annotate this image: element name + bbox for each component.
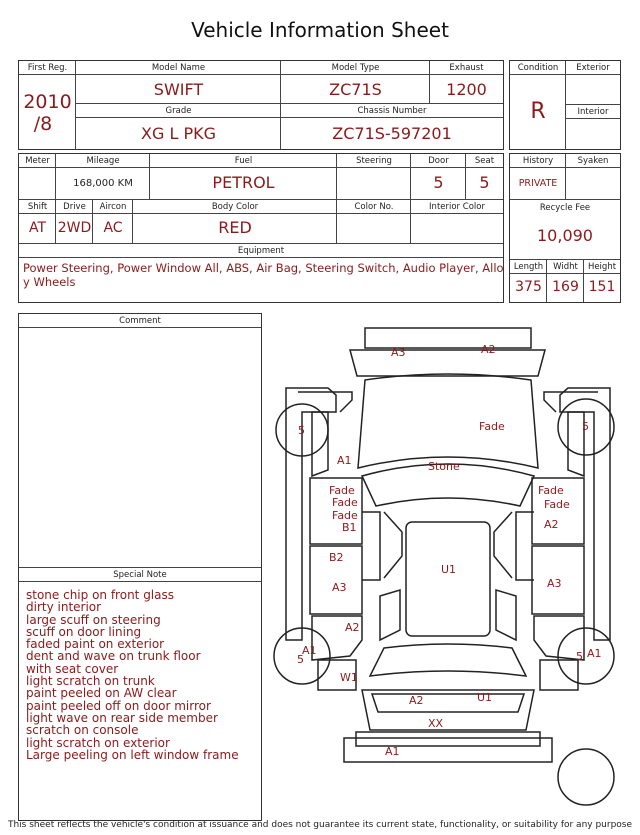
width-value: 169: [552, 279, 579, 295]
list-item: scratch on console: [26, 723, 139, 738]
list-item: with seat cover: [26, 661, 119, 676]
first-reg-month: /8: [33, 113, 53, 135]
history-value: PRIVATE: [518, 178, 558, 189]
comment-label: Comment: [119, 316, 161, 326]
body-color-label: Body Color: [211, 202, 259, 212]
equipment-label: Equipment: [237, 246, 285, 256]
drive-value: 2WD: [57, 220, 92, 236]
interior-color-label: Interior Color: [429, 202, 485, 212]
list-item: light wave on rear side member: [26, 710, 218, 725]
wheel-front-left-score: 5: [298, 424, 305, 437]
condition-label: Condition: [517, 63, 559, 73]
chassis-value: ZC71S-597201: [332, 124, 452, 143]
damage-fade-l2: Fade: [332, 496, 358, 509]
fuel-value: PETROL: [212, 173, 275, 192]
aircon-value: AC: [103, 220, 123, 236]
drive-label: Drive: [63, 202, 86, 212]
shift-label: Shift: [27, 202, 48, 212]
damage-left-fender: A1: [337, 454, 352, 467]
damage-front-bumper: A3: [391, 346, 406, 359]
exterior-label: Exterior: [576, 63, 610, 73]
chassis-label: Chassis Number: [357, 106, 427, 116]
length-value: 375: [515, 279, 542, 295]
damage-fade-l3: Fade: [332, 509, 358, 522]
wheel-rear-right-score: 5: [576, 650, 583, 663]
list-item: light scratch on exterior: [26, 735, 170, 750]
syaken-label: Syaken: [577, 156, 609, 166]
shift-value: AT: [28, 220, 47, 236]
damage-fade-r1: Fade: [538, 484, 564, 497]
interior-label: Interior: [577, 107, 609, 117]
list-item: paint peeled off on door mirror: [26, 698, 211, 713]
damage-trunk-a2: A2: [409, 694, 424, 707]
damage-left-rear-door: A3: [332, 581, 347, 594]
model-name-label: Model Name: [151, 63, 206, 73]
damage-fade-l1: Fade: [329, 484, 355, 497]
history-label: History: [522, 156, 554, 166]
wheel-rear-left-score: 5: [297, 653, 304, 666]
length-label: Length: [513, 262, 544, 272]
wheel-front-right-score: 5: [582, 420, 589, 433]
height-value: 151: [588, 279, 616, 295]
condition-value: R: [530, 99, 546, 124]
color-no-label: Color No.: [354, 202, 394, 212]
aircon-label: Aircon: [99, 202, 127, 212]
damage-right-rear-door: A3: [547, 577, 562, 590]
damage-rear-bumper: A1: [385, 745, 400, 758]
damage-right-door: A2: [544, 518, 559, 531]
body-color-value: RED: [218, 218, 252, 237]
grade-label: Grade: [165, 106, 192, 116]
recycle-fee-label: Recycle Fee: [539, 203, 591, 213]
first-reg-label: First Reg.: [27, 63, 68, 73]
damage-b2: B2: [329, 551, 344, 564]
model-name-value: SWIFT: [153, 80, 204, 99]
steering-label: Steering: [356, 156, 392, 166]
list-item: paint peeled on AW clear: [26, 686, 177, 701]
list-item: scuff on door lining: [26, 624, 142, 639]
damage-roof: U1: [441, 563, 457, 576]
fuel-label: Fuel: [234, 156, 253, 166]
seat-value: 5: [479, 173, 490, 192]
special-note-label: Special Note: [113, 570, 167, 580]
door-label: Door: [428, 156, 449, 166]
list-item: dirty interior: [26, 600, 102, 615]
disclaimer-footer: This sheet reflects the vehicle's condition at issuance and does not guarantee its current state, functionality, or suitability for any purpose: [7, 820, 633, 830]
door-value: 5: [433, 173, 444, 192]
meter-label: Meter: [25, 156, 50, 166]
mileage-value: 168,000 KM: [73, 178, 133, 189]
mileage-label: Mileage: [86, 156, 120, 166]
damage-fade-top: Fade: [479, 420, 505, 433]
page-title: Vehicle Information Sheet: [191, 18, 449, 42]
damage-stone: Stone: [428, 460, 460, 473]
grade-value: XG L PKG: [141, 124, 216, 143]
damage-left-quarter: A2: [345, 621, 360, 634]
model-type-label: Model Type: [331, 63, 380, 73]
damage-w1: W1: [340, 671, 358, 684]
model-type-value: ZC71S: [329, 80, 382, 99]
list-item: dent and wave on trunk floor: [26, 649, 201, 664]
recycle-fee-value: 10,090: [537, 226, 593, 245]
first-reg-year: 2010: [23, 91, 72, 113]
damage-b1: B1: [342, 521, 357, 534]
list-item: Large peeling on left window frame: [26, 747, 239, 762]
damage-xx: XX: [428, 717, 444, 730]
height-label: Height: [587, 262, 617, 272]
exhaust-label: Exhaust: [449, 63, 484, 73]
equipment-line-2: y Wheels: [23, 275, 76, 289]
width-label: Widht: [553, 262, 578, 272]
list-item: faded paint on exterior: [26, 637, 165, 652]
damage-front-bumper-right: A2: [481, 343, 496, 356]
damage-fade-r2: Fade: [544, 498, 570, 511]
exhaust-value: 1200: [446, 80, 487, 99]
list-item: stone chip on front glass: [26, 588, 175, 602]
equipment-line-1: Power Steering, Power Window All, ABS, Air Bag, Steering Switch, Audio Player, Allo: [23, 261, 504, 275]
list-item: large scuff on steering: [26, 612, 161, 627]
wheel-rear-left-damage: A1: [302, 644, 317, 657]
seat-label: Seat: [474, 156, 495, 166]
wheel-rear-right-damage: A1: [587, 647, 602, 660]
damage-trunk-u1: U1: [477, 691, 493, 704]
list-item: light scratch on trunk: [26, 674, 155, 689]
